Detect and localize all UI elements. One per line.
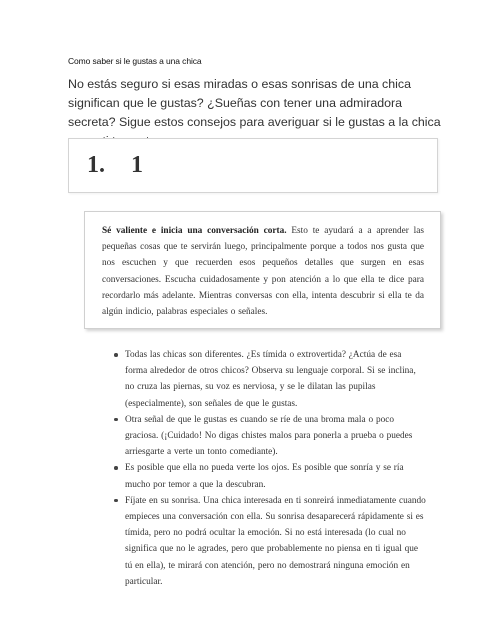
document-title: Como saber si le gustas a una chica bbox=[68, 56, 202, 66]
list-item: Todas las chicas son diferentes. ¿Es tímida o extrovertida? ¿Actúa de esa forma alrededor de otros chicos? Observa su lenguaje corporal. Si se inclina, no cruza las piernas, su voz es nerviosa, y se le dilatan las pupilas (especialmente), son señales de que le gustas. bbox=[114, 347, 426, 412]
callout-box bbox=[84, 211, 441, 329]
heading-box bbox=[68, 138, 438, 193]
heading-number: 1. bbox=[87, 152, 105, 178]
list-item: Es posible que ella no pueda verte los ojos. Es posible que sonría y se ría mucho por temor a que la descubran. bbox=[114, 460, 426, 492]
tips-list bbox=[114, 347, 426, 590]
callout-bold-text: Sé valiente e inicia una conversación corta. bbox=[102, 226, 287, 236]
heading-text: 1 bbox=[131, 152, 143, 178]
intro-paragraph: No estás seguro si esas miradas o esas sonrisas de una chica significan que le gustas? ¿Sueñas con tener una admiradora secreta? Sigue estos consejos para averiguar si le gustas a la chica bbox=[68, 77, 441, 129]
callout-body-text: Esto te ayudará a a aprender las pequeñas cosas que te servirán luego, principalmente porque a todos nos gusta que nos escuchen y que recuerden esos pequeños detalles que surgen en esas conversaciones. Escucha cuidadosamente y pon atención a lo que ella te dice para recordarlo más adelante. Mientras conversas con ella, intenta descubrir si ella te da algún indicio, palabras especiales o señales. bbox=[102, 226, 424, 318]
list-item: Otra señal de que le gustas es cuando se ríe de una broma mala o poco graciosa. (¡Cuidado! No digas chistes malos para ponerla a prueba o puedes arriesgarte a verte un tonto comediante). bbox=[114, 412, 426, 461]
list-item: Fíjate en su sonrisa. Una chica interesada en ti sonreirá inmediatamente cuando empieces una conversación con ella. Su sonrisa desaparecerá rápidamente si es tímida, pero no podrá ocultar la emoción. Si no está interesada (lo cual no significa que no le agrades, pero que probablemente no piensa en ti igual que tú en ella), te mirará con atención, pero no demostrará ninguna emoción en particular. bbox=[114, 493, 426, 590]
